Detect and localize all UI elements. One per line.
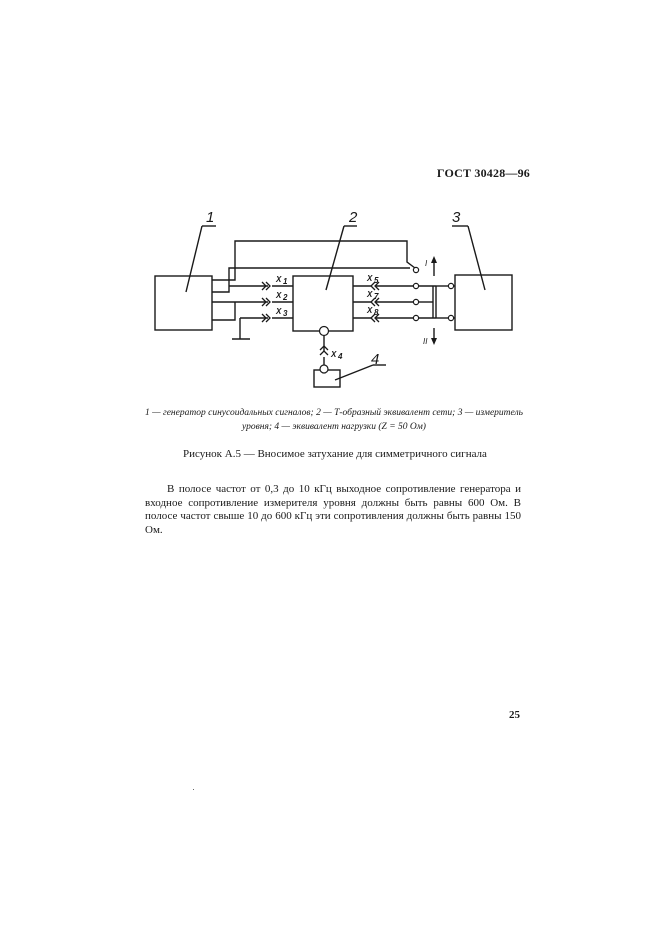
svg-text:5: 5 [374, 276, 379, 285]
svg-text:3: 3 [283, 309, 288, 318]
figure-caption: Рисунок А.5 — Вносимое затухание для симметричного сигнала [183, 448, 487, 460]
callout-4: 4 [371, 351, 380, 368]
switch-position-2-label: II [423, 337, 428, 346]
port-x2-label [275, 291, 288, 302]
port-x7-label [366, 290, 379, 301]
svg-text:X: X [276, 307, 282, 316]
svg-text:1: 1 [283, 277, 288, 286]
figure-legend: 1 — генератор синусоидальных сигналов; 2 — Т-образный эквивалент сети; 3 — измеритель уровня; 4 — эквивалент нагрузки (Z = 50 Ом) [145, 408, 523, 432]
svg-text:X: X [276, 291, 282, 300]
block-network-equivalent [293, 276, 353, 331]
body-paragraph: В полосе частот от 0,3 до 10 кГц выходное сопротивление генератора и входное сопротивление измерителя уровня должны быть равны 600 Ом. В полосе частот свыше 10 до 600 кГц эти сопротивления должны быть равны 150 Ом. [145, 483, 521, 536]
svg-text:X: X [367, 274, 373, 283]
page-number: 25 [509, 709, 520, 721]
port-x1-label [275, 275, 288, 286]
port-x4-label [330, 350, 343, 361]
callout-2: 2 [349, 209, 358, 226]
svg-text:4: 4 [338, 352, 343, 361]
circuit-diagram [0, 0, 661, 400]
callout-3: 3 [452, 209, 461, 226]
svg-text:7: 7 [374, 292, 379, 301]
document-number: ГОСТ 30428—96 [436, 166, 530, 180]
svg-text:X: X [331, 350, 337, 359]
callout-1: 1 [206, 209, 215, 226]
block-generator [155, 276, 212, 330]
svg-text:X: X [276, 275, 282, 284]
port-x3-label [275, 307, 288, 318]
port-x8-label [366, 306, 379, 317]
svg-text:X: X [367, 290, 373, 299]
scan-speck [193, 789, 194, 790]
svg-text:X: X [367, 306, 373, 315]
port-x5-label [366, 274, 379, 285]
svg-text:2: 2 [283, 293, 288, 302]
block-load-equivalent [314, 370, 340, 387]
svg-text:8: 8 [374, 308, 379, 317]
switch-position-1-label: I [425, 259, 428, 268]
